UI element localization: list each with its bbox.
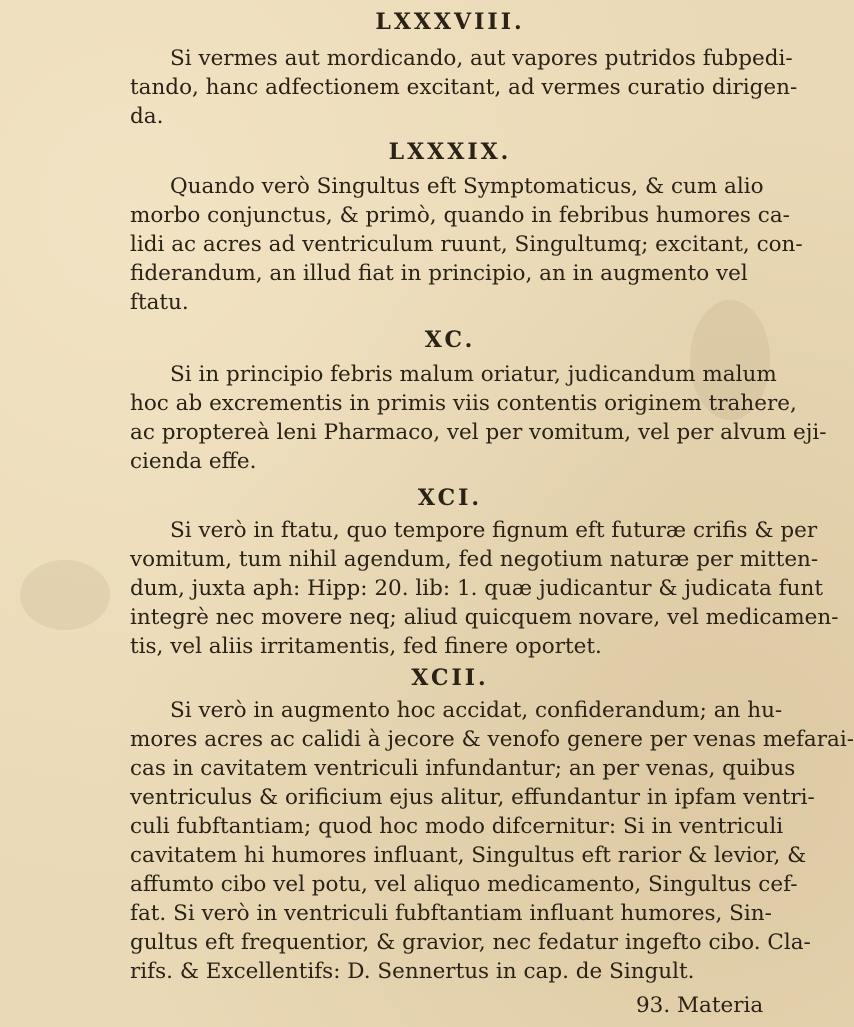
- text-line: Si vermes aut mordicando, aut vapores putridos fubpedi-: [170, 46, 793, 71]
- text-line: fat. Si verò in ventriculi fubftantiam influant humores, Sin-: [130, 901, 772, 926]
- section-heading: XC.: [424, 327, 476, 353]
- section-heading: LXXXIX.: [388, 139, 512, 165]
- text-line: lidi ac acres ad ventriculum ruunt, Singultumq; excitant, con-: [130, 232, 803, 257]
- section-paragraph: [130, 516, 839, 661]
- section-heading: LXXXVIII.: [375, 9, 525, 35]
- text-line: cas in cavitatem ventriculi infundantur; an per venas, quibus: [130, 756, 796, 781]
- section-paragraph: [130, 172, 803, 317]
- text-line: Quando verò Singultus eft Symptomaticus, & cum alio: [170, 174, 764, 199]
- text-line: ftatu.: [130, 290, 189, 315]
- text-line: vomitum, tum nihil agendum, fed negotium naturæ per mitten-: [130, 547, 819, 572]
- text-line: rifs. & Excellentifs: D. Sennertus in cap. de Singult.: [130, 959, 695, 984]
- text-line: tis, vel aliis irritamentis, fed finere oportet.: [130, 634, 602, 659]
- text-line: mores acres ac calidi à jecore & venofo genere per venas mefarai-: [130, 727, 854, 752]
- text-line: integrè nec movere neq; aliud quicquem novare, vel medicamen-: [130, 605, 839, 630]
- catchword: 93. Materia: [636, 993, 764, 1018]
- section-paragraph: [130, 696, 854, 986]
- section-paragraph: [130, 44, 798, 131]
- text-line: dum, juxta aph: Hipp: 20. lib: 1. quæ judicantur & judicata funt: [130, 576, 823, 601]
- section-heading: XCII.: [411, 665, 489, 691]
- text-line: da.: [130, 104, 164, 129]
- text-line: morbo conjunctus, & primò, quando in febribus humores ca-: [130, 203, 790, 228]
- text-line: cienda effe.: [130, 449, 257, 474]
- paper-stain: [20, 560, 110, 630]
- section-heading: XCI.: [417, 485, 483, 511]
- text-line: tando, hanc adfectionem excitant, ad vermes curatio dirigen-: [130, 75, 798, 100]
- text-line: ventriculus & orificium ejus alitur, effundantur in ipfam ventri-: [130, 785, 815, 810]
- text-line: culi fubftantiam; quod hoc modo difcernitur: Si in ventriculi: [130, 814, 784, 839]
- text-line: cavitatem hi humores influant, Singultus eft rarior & levior, &: [130, 843, 807, 868]
- text-line: hoc ab excrementis in primis viis contentis originem trahere,: [130, 391, 797, 416]
- section-paragraph: [130, 360, 827, 476]
- text-line: Si verò in ftatu, quo tempore fignum eft futuræ crifis & per: [170, 518, 818, 543]
- text-line: affumto cibo vel potu, vel aliquo medicamento, Singultus cef-: [130, 872, 798, 897]
- text-line: fiderandum, an illud fiat in principio, an in augmento vel: [130, 261, 748, 286]
- text-line: Si verò in augmento hoc accidat, confiderandum; an hu-: [170, 698, 783, 723]
- text-line: gultus eft frequentior, & gravior, nec fedatur ingefto cibo. Cla-: [130, 930, 811, 955]
- text-line: Si in principio febris malum oriatur, judicandum malum: [170, 362, 777, 387]
- text-line: ac proptereà leni Pharmaco, vel per vomitum, vel per alvum eji-: [130, 420, 827, 445]
